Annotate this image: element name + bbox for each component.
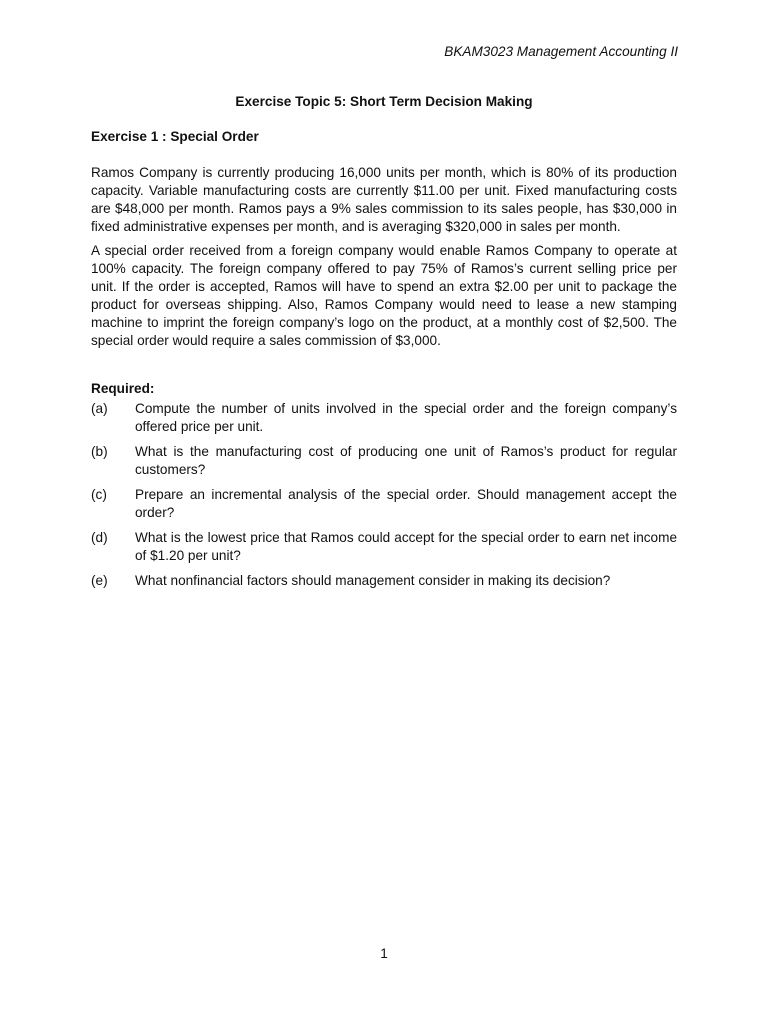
- question-item: [91, 400, 677, 436]
- exercise-heading: Exercise 1 : Special Order: [91, 129, 259, 144]
- required-heading: Required:: [91, 381, 155, 396]
- document-content: [91, 128, 677, 597]
- question-text: Compute the number of units involved in the special order and the foreign company’s offered price per unit.: [135, 401, 677, 434]
- question-letter: (c): [91, 487, 107, 502]
- question-letter: (e): [91, 573, 108, 588]
- question-text: What is the manufacturing cost of producing one unit of Ramos’s product for regular customers?: [135, 444, 677, 477]
- page-header: BKAM3023 Management Accounting II: [444, 44, 678, 59]
- page-number: 1: [380, 946, 388, 961]
- page-title: Exercise Topic 5: Short Term Decision Making: [235, 94, 533, 109]
- question-item: [91, 443, 677, 479]
- question-text: What nonfinancial factors should management consider in making its decision?: [135, 573, 611, 588]
- question-item: [91, 529, 677, 565]
- question-item: [91, 486, 677, 522]
- question-letter: (b): [91, 444, 108, 459]
- exercise-paragraph: Ramos Company is currently producing 16,000 units per month, which is 80% of its production capacity. Variable manufacturing costs are currently $11.00 per unit. Fixed manufacturing costs are $48,000 per month. Ramos pays a 9% sales commission to its sales people, has $30,000 in fixed administrative expenses per month, and is averaging $320,000 in sales per month.: [91, 165, 677, 234]
- exercise-paragraph: A special order received from a foreign company would enable Ramos Company to operate at 100% capacity. The foreign company offered to pay 75% of Ramos’s current selling price per unit. If the order is accepted, Ramos will have to spend an extra $2.00 per unit to package the product for overseas shipping. Also, Ramos Company would need to lease a new stamping machine to imprint the foreign company’s logo on the product, at a monthly cost of $2,500. The special order would require a sales commission of $3,000.: [91, 243, 677, 348]
- question-list: [91, 400, 677, 590]
- question-letter: (a): [91, 401, 108, 416]
- question-item: [91, 572, 677, 590]
- question-text: What is the lowest price that Ramos could accept for the special order to earn net income of $1.20 per unit?: [135, 530, 677, 563]
- question-letter: (d): [91, 530, 108, 545]
- question-text: Prepare an incremental analysis of the special order. Should management accept the order?: [135, 487, 677, 520]
